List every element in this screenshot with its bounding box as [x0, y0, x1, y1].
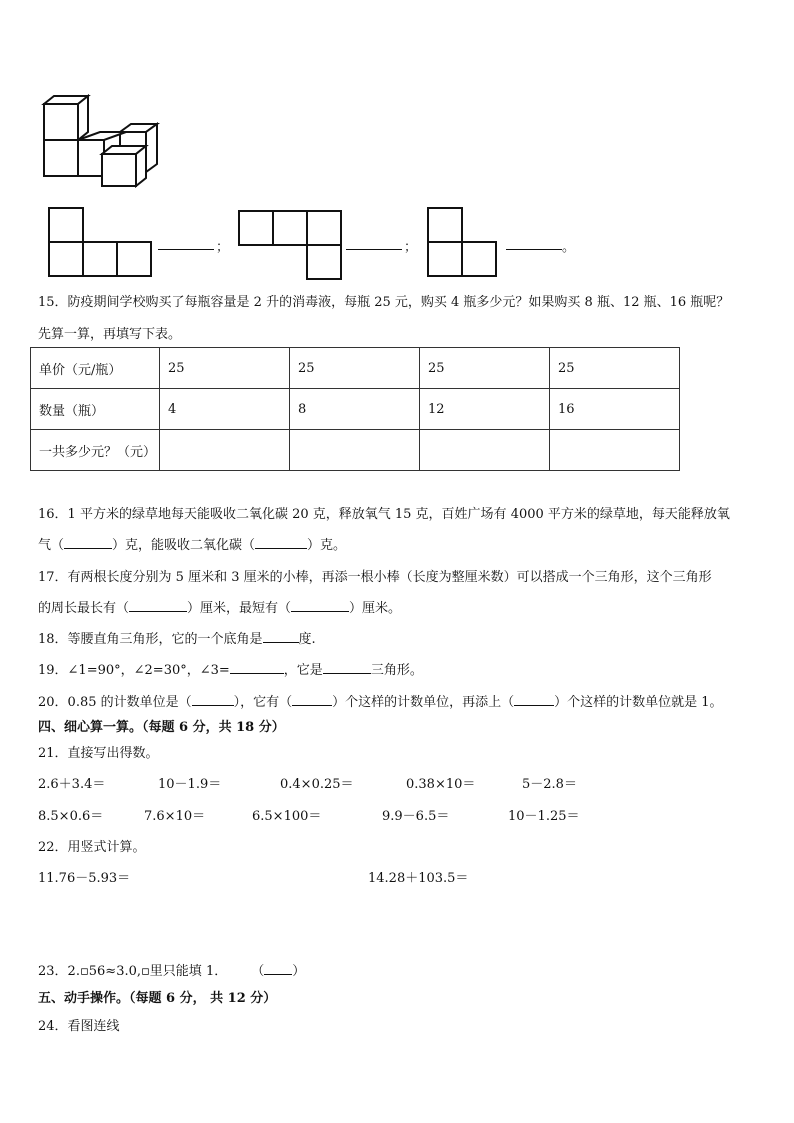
q24-title: 24．看图连线	[38, 1019, 120, 1034]
section-4-heading: 四、细心算一算。（每题 6 分，共 18 分）	[38, 720, 285, 735]
q21-item: 6.5×100＝	[252, 809, 322, 824]
cube-figure	[40, 92, 165, 188]
q23-text: 23．2.▫56≈3.0,▫里只能填 1． （ ）	[38, 964, 306, 979]
q19-blank-angle[interactable]	[230, 673, 284, 674]
view-3-answer-blank[interactable]	[506, 248, 562, 250]
view-end-mark: 。	[562, 240, 576, 255]
table-answer-cell[interactable]	[550, 430, 680, 471]
table-cell: 25	[290, 348, 420, 389]
q16-text-line-1: 16．1 平方米的绿草地每天能吸收二氧化碳 20 克，释放氧气 15 克，百姓广场有 4000 平方米的绿草地，每天能释放氧	[38, 507, 730, 522]
q21-item: 8.5×0.6＝	[38, 809, 104, 824]
view-1-figure	[48, 207, 152, 277]
q22-item: 14.28＋103.5＝	[368, 871, 469, 886]
q21-item: 0.38×10＝	[406, 777, 476, 792]
q17-text-line-1: 17．有两根长度分别为 5 厘米和 3 厘米的小棒，再添一根小棒（长度为整厘米数）可以搭成一个三角形，这个三角形	[38, 570, 712, 585]
view-2-answer-blank[interactable]	[346, 248, 402, 250]
table-row-label: 单价（元/瓶）	[31, 348, 160, 389]
section-5-heading: 五、动手操作。（每题 6 分， 共 12 分）	[38, 991, 277, 1006]
view-1-answer-blank[interactable]	[158, 248, 214, 250]
view-3-figure	[427, 207, 497, 277]
table-row	[31, 389, 680, 430]
q20-blank-count[interactable]	[292, 705, 332, 706]
table-cell: 25	[160, 348, 290, 389]
table-row	[31, 348, 680, 389]
q21-item: 10－1.9＝	[158, 777, 222, 792]
q18-blank[interactable]	[263, 642, 299, 643]
q22-title: 22．用竖式计算。	[38, 840, 146, 855]
q17-blank-longest[interactable]	[129, 611, 187, 612]
table-row-label: 一共多少元？（元）	[31, 430, 160, 471]
q18-text: 18．等腰直角三角形，它的一个底角是 度.	[38, 632, 316, 647]
q21-item: 10－1.25＝	[508, 809, 580, 824]
table-cell: 8	[290, 389, 420, 430]
q17-blank-shortest[interactable]	[291, 611, 349, 612]
q17-text-line-2: 的周长最长有（ ）厘米，最短有（ ）厘米。	[38, 601, 402, 616]
table-row	[31, 430, 680, 471]
q20-blank-add[interactable]	[514, 705, 554, 706]
view-2-figure	[238, 210, 342, 280]
view-separator-1: ；	[216, 240, 230, 255]
q22-item: 11.76－5.93＝	[38, 871, 131, 886]
view-separator-2: ；	[404, 240, 418, 255]
table-answer-cell[interactable]	[290, 430, 420, 471]
q21-item: 7.6×10＝	[144, 809, 206, 824]
table-cell: 25	[550, 348, 680, 389]
q21-item: 5－2.8＝	[522, 777, 577, 792]
q21-item: 2.6＋3.4＝	[38, 777, 106, 792]
q19-blank-type[interactable]	[323, 673, 371, 674]
q20-blank-unit[interactable]	[192, 705, 234, 706]
q16-text-line-2: 气（ ）克，能吸收二氧化碳（ ）克。	[38, 538, 347, 553]
q16-blank-oxygen[interactable]	[64, 548, 112, 549]
q21-item: 0.4×0.25＝	[280, 777, 354, 792]
q19-text: 19．∠1=90°，∠2=30°，∠3= ，它是 三角形。	[38, 663, 423, 678]
table-row-label: 数量（瓶）	[31, 389, 160, 430]
q23-blank[interactable]	[264, 974, 292, 975]
table-cell: 16	[550, 389, 680, 430]
q15-text-line-1: 15．防疫期间学校购买了每瓶容量是 2 升的消毒液，每瓶 25 元，购买 4 瓶多少元？如果购买 8 瓶、12 瓶、16 瓶呢？	[38, 295, 730, 310]
table-cell: 12	[420, 389, 550, 430]
q16-blank-co2[interactable]	[255, 548, 307, 549]
price-table	[30, 347, 680, 471]
q20-text: 20．0.85 的计数单位是（ ），它有（ ）个这样的计数单位，再添上（ ）个这样的计数单位就是 1。	[38, 695, 723, 710]
table-answer-cell[interactable]	[160, 430, 290, 471]
table-answer-cell[interactable]	[420, 430, 550, 471]
q15-text-line-2: 先算一算，再填写下表。	[38, 327, 182, 342]
table-cell: 4	[160, 389, 290, 430]
q21-title: 21．直接写出得数。	[38, 746, 159, 761]
table-cell: 25	[420, 348, 550, 389]
q21-item: 9.9－6.5＝	[382, 809, 450, 824]
